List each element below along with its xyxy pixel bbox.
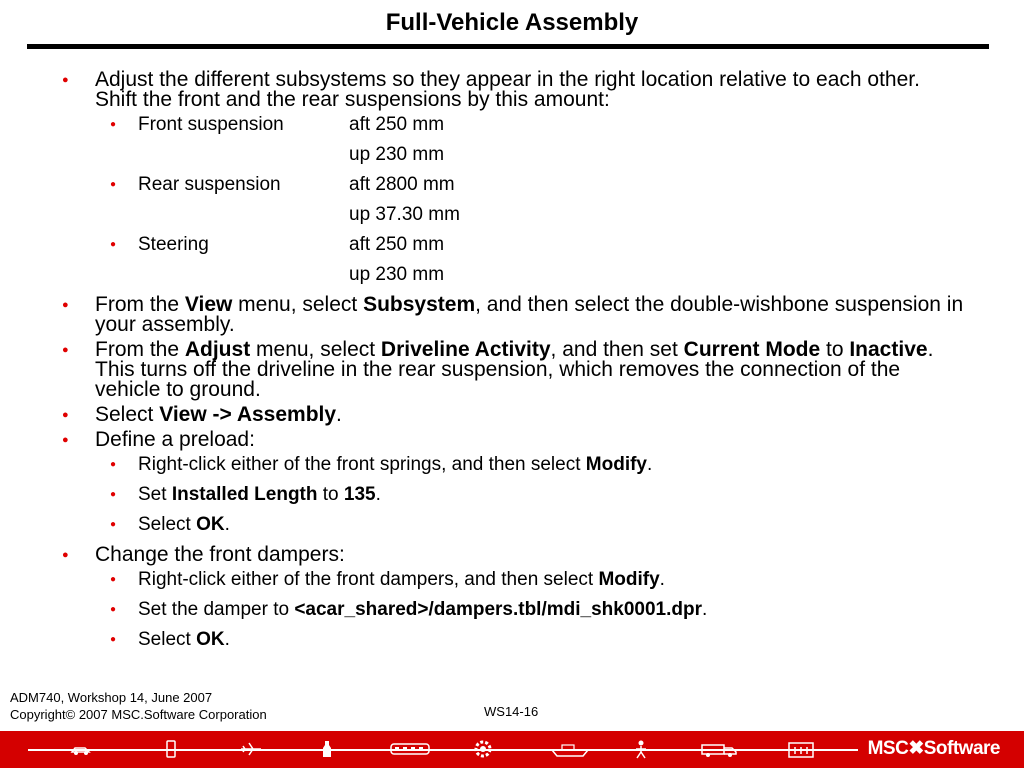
sub-bullet-item (0, 485, 1024, 515)
ship-icon (550, 739, 590, 759)
bullet-item (0, 430, 1024, 450)
text-run: Set the damper to (138, 599, 295, 620)
sub-bullet-item (0, 235, 1024, 265)
car-icon (70, 739, 92, 759)
train-icon (390, 739, 430, 759)
text-run: From the (95, 338, 185, 361)
text-run: Set (138, 484, 172, 505)
emphasis-text: <acar_shared>/dampers.tbl/mdi_shk0001.dpr (294, 599, 702, 620)
emphasis-text: Modify (585, 454, 647, 475)
bullet-item (0, 70, 1024, 110)
text-run: . (647, 454, 653, 475)
gear-icon (472, 739, 494, 759)
sub-bullet-item (0, 115, 1024, 145)
sub-bullet-item (0, 570, 1024, 600)
emphasis-text: View -> Assembly (159, 403, 337, 426)
text-run: From the (95, 293, 185, 316)
emphasis-text: Installed Length (171, 484, 318, 505)
text-run: menu, select (250, 338, 381, 361)
text-run: . (701, 599, 708, 620)
bullet-item (0, 295, 1024, 335)
sub-bullet-item (0, 515, 1024, 545)
text-run: to (820, 338, 850, 361)
emphasis-text: Subsystem (363, 293, 476, 316)
emphasis-text: Modify (598, 569, 660, 590)
text-run: Define a preload: (95, 428, 255, 451)
truck-icon (700, 739, 740, 759)
offset-value: up 230 mm (349, 144, 445, 165)
emphasis-text: Inactive (849, 338, 928, 361)
bullet-item (0, 340, 1024, 400)
text-run: Right-click either of the front dampers, and then select (138, 569, 599, 590)
building-icon (786, 739, 816, 759)
bullet-item (0, 405, 1024, 425)
plane-icon (240, 739, 262, 759)
sub-bullet-item (0, 600, 1024, 630)
msc-software-logo: MSC✖Software (867, 738, 1000, 759)
subsystem-label: Steering (138, 234, 209, 255)
text-run: Right-click either of the front springs, and then select (138, 454, 586, 475)
text-run: Adjust the different subsystems so they appear in the right location relative to each other. Shift the front and the rear suspensions by this amount: (95, 68, 920, 111)
sub-bullet-item (0, 175, 1024, 205)
subsystem-label: Front suspension (138, 114, 284, 135)
subsystem-label: Rear suspension (138, 174, 281, 195)
title-divider (27, 44, 989, 49)
offset-value: up 230 mm (349, 264, 445, 285)
text-run: . (224, 514, 230, 535)
bottle-icon (316, 739, 338, 759)
sub-bullet-item (0, 265, 1024, 295)
text-run: . (336, 403, 342, 426)
emphasis-text: 135 (343, 484, 376, 505)
emphasis-text: View (184, 293, 233, 316)
offset-value: up 37.30 mm (349, 204, 460, 225)
emphasis-text: OK (196, 514, 225, 535)
bullet-item (0, 545, 1024, 565)
emphasis-text: Current Mode (683, 338, 821, 361)
offset-value: aft 250 mm (349, 234, 445, 255)
footer-copyright: Copyright© 2007 MSC.Software Corporation (10, 707, 267, 722)
offset-value: aft 250 mm (349, 114, 445, 135)
sub-bullet-item (0, 455, 1024, 485)
text-run: to (317, 484, 344, 505)
text-run: . (375, 484, 381, 505)
bullet-list (0, 70, 1024, 660)
text-run: . (224, 629, 230, 650)
emphasis-text: Adjust (184, 338, 251, 361)
text-run: Select (138, 629, 197, 650)
text-run: menu, select (232, 293, 364, 316)
emphasis-text: OK (196, 629, 225, 650)
text-run: . This turns off the driveline in the rear suspension, which removes the connection of the vehicle to ground. (95, 338, 934, 401)
sub-bullet-item (0, 145, 1024, 175)
sub-bullet-item (0, 630, 1024, 660)
text-run: Select (138, 514, 197, 535)
text-run: . (659, 569, 665, 590)
offset-value: aft 2800 mm (349, 174, 455, 195)
page-number: WS14-16 (484, 704, 539, 719)
person-icon (630, 739, 652, 759)
brand-band (0, 731, 1024, 768)
text-run: , and then set (550, 338, 684, 361)
phone-icon (160, 739, 182, 759)
text-run: Change the front dampers: (95, 543, 345, 566)
footer-info (10, 689, 267, 723)
footer-course: ADM740, Workshop 14, June 2007 (10, 690, 213, 705)
page-title: Full-Vehicle Assembly (385, 9, 639, 36)
sub-bullet-item (0, 205, 1024, 235)
emphasis-text: Driveline Activity (380, 338, 551, 361)
text-run: , and then select the double-wishbone suspension in your assembly. (95, 293, 964, 336)
text-run: Select (95, 403, 160, 426)
